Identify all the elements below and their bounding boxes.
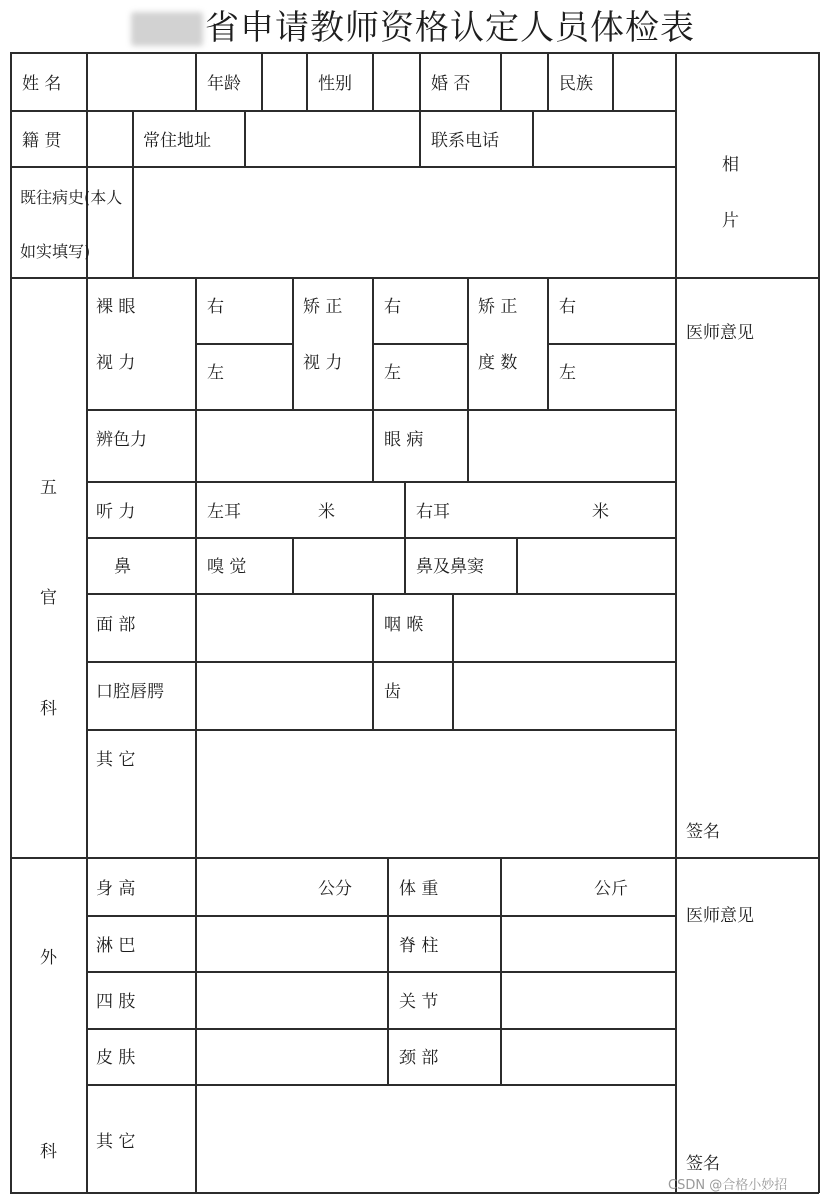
facial-section-char-3: 科	[40, 699, 57, 719]
eye-disease-label: 眼 病	[384, 430, 424, 450]
facial-other-label: 其 它	[96, 750, 136, 770]
throat-label: 咽 喉	[384, 615, 424, 635]
facial-section-char-2: 官	[40, 588, 57, 608]
color-vision-label: 辨色力	[96, 430, 147, 450]
oral-label: 口腔唇腭	[96, 682, 164, 702]
naked-eye-label-1: 裸 眼	[96, 297, 136, 317]
photo-label-1: 相	[722, 155, 739, 175]
limbs-label: 四 肢	[96, 992, 136, 1012]
surgical-section-char-1: 外	[40, 948, 57, 968]
right-ear-unit: 米	[592, 502, 609, 522]
corrected-left-label: 左	[384, 363, 401, 383]
gender-label: 性别	[318, 74, 352, 94]
height-label: 身 高	[96, 879, 136, 899]
correction-degree-label-2: 度 数	[478, 353, 518, 373]
naked-eye-label-2: 视 力	[96, 353, 136, 373]
form-title	[0, 4, 826, 48]
height-unit: 公分	[318, 879, 352, 899]
hearing-label: 听 力	[96, 502, 136, 522]
face-label: 面 部	[96, 615, 136, 635]
surgical-signature-label: 签名	[686, 1154, 720, 1174]
history-label-line2: 如实填写)	[20, 242, 91, 261]
nose-sinus-label: 鼻及鼻窦	[416, 557, 484, 577]
facial-signature-label: 签名	[686, 822, 720, 842]
correction-degree-label-1: 矫 正	[478, 297, 518, 317]
left-ear-label: 左耳	[207, 502, 241, 522]
teeth-label: 齿	[384, 682, 401, 702]
facial-doctor-opinion-label: 医师意见	[686, 323, 754, 343]
lymph-label: 淋 巴	[96, 936, 136, 956]
weight-unit: 公斤	[594, 879, 628, 899]
corrected-right-label: 右	[384, 297, 401, 317]
degree-right-label: 右	[559, 297, 576, 317]
corrected-vision-label-2: 视 力	[303, 353, 343, 373]
address-label: 常住地址	[143, 131, 211, 151]
neck-label: 颈 部	[399, 1048, 439, 1068]
nose-label: 鼻	[114, 557, 131, 577]
photo-label-2: 片	[722, 211, 739, 231]
phone-label: 联系电话	[431, 131, 499, 151]
name-label: 姓 名	[22, 74, 62, 94]
form-title-text: 省申请教师资格认定人员体检表	[205, 8, 695, 48]
joints-label: 关 节	[399, 992, 439, 1012]
spine-label: 脊 柱	[399, 936, 439, 956]
history-label-line1: 既往病史(本人	[20, 188, 123, 207]
marital-status-label: 婚 否	[431, 74, 471, 94]
ethnicity-label: 民族	[559, 74, 593, 94]
smell-label: 嗅 觉	[207, 557, 247, 577]
corrected-vision-label-1: 矫 正	[303, 297, 343, 317]
naked-right-label: 右	[207, 297, 224, 317]
age-label: 年龄	[207, 74, 241, 94]
right-ear-label: 右耳	[416, 502, 450, 522]
facial-section-char-1: 五	[40, 478, 57, 498]
skin-label: 皮 肤	[96, 1048, 136, 1068]
weight-label: 体 重	[399, 879, 439, 899]
degree-left-label: 左	[559, 363, 576, 383]
csdn-watermark: CSDN @合格小妙招	[668, 1178, 788, 1193]
surgical-other-label: 其 它	[96, 1132, 136, 1152]
naked-left-label: 左	[207, 363, 224, 383]
left-ear-unit: 米	[318, 502, 335, 522]
surgical-section-char-2: 科	[40, 1142, 57, 1162]
native-place-label: 籍 贯	[22, 131, 62, 151]
redacted-province	[131, 12, 203, 46]
surgical-doctor-opinion-label: 医师意见	[686, 906, 754, 926]
